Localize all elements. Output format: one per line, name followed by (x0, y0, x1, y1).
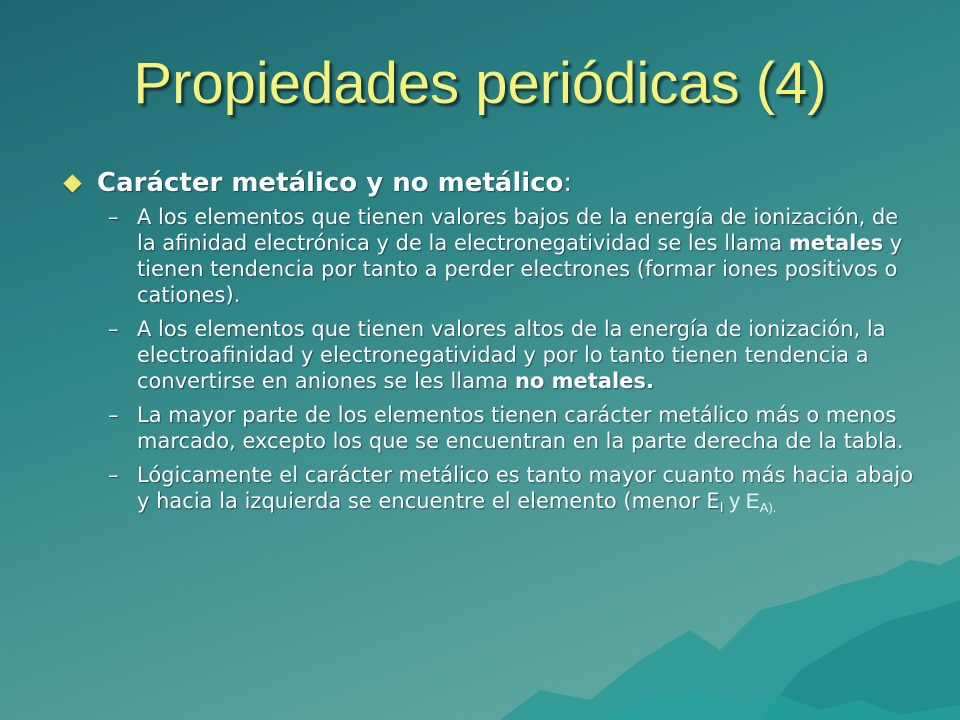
list-item (62, 402, 922, 454)
dash-marker: – (108, 403, 119, 427)
list-item (62, 316, 922, 394)
item-text: A los elementos que tienen valores altos de la energía de ionización, la electroafinidad y electronegatividad y por lo tanto tienen tendencia a convertirse en aniones se les llama (137, 317, 886, 393)
bullet-colon: : (563, 168, 573, 198)
dash-marker: – (108, 463, 119, 487)
subscript-i: I (719, 501, 724, 516)
item-text: Lógicamente el carácter metálico es tanto mayor cuanto más hacia abajo y hacia la izquierda se encuentre el elemento (menor E (137, 463, 914, 513)
slide-content (62, 168, 922, 530)
item-text: A los elementos que tienen valores bajos de la energía de ionización, de la afinidad electrónica y de la electronegatividad se les llama (137, 205, 899, 255)
item-bold-text: metales (788, 231, 884, 255)
main-bullet (62, 168, 922, 198)
dash-marker: – (108, 205, 119, 229)
item-bold-text: no metales. (514, 369, 654, 393)
dash-marker: – (108, 317, 119, 341)
list-item (62, 204, 922, 308)
bullet-heading: Carácter metálico y no metálico (97, 168, 564, 198)
subscript-a: A). (759, 500, 777, 515)
item-text: La mayor parte de los elementos tienen carácter metálico más o menos marcado, excepto los que se encuentran en la parte derecha de la tabla. (137, 403, 904, 453)
item-text: y E (723, 490, 760, 513)
page-title: Propiedades periódicas (4) (133, 51, 827, 116)
item-text: y tienen tendencia por tanto a perder electrones (formar iones positivos o cationes). (137, 231, 903, 307)
sub-list (62, 204, 922, 522)
list-item (62, 462, 922, 522)
diamond-bullet-icon (63, 174, 81, 192)
